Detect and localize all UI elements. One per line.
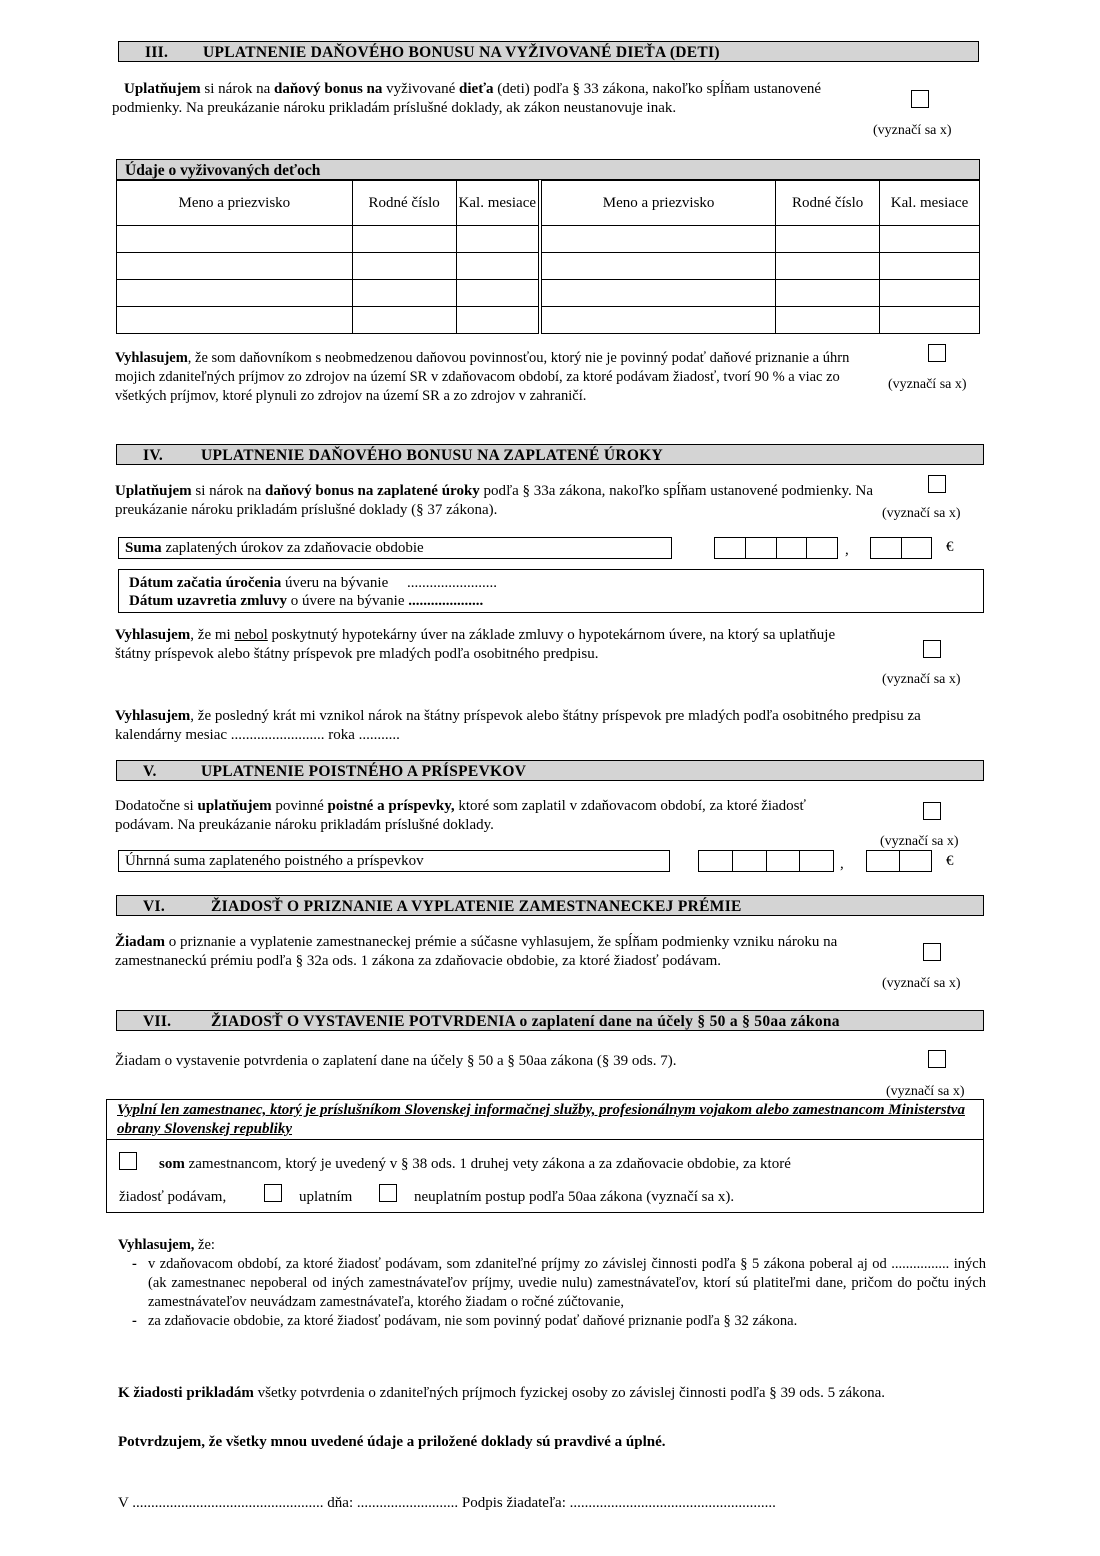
children-table-title: Údaje o vyživovaných deťoch <box>116 159 980 180</box>
section-4-mortgage-note: (vyznačí sa x) <box>882 672 961 687</box>
table-row <box>117 307 980 334</box>
interest-sum-comma: , <box>845 542 849 558</box>
section-7-checkbox-note: (vyznačí sa x) <box>886 1084 965 1099</box>
attachments-statement: K žiadosti prikladám všetky potvrdenia o zdaniteľných príjmoch fyzickej osoby zo závislej činnosti podľa § 39 ods. 5 zákona. <box>118 1385 886 1401</box>
section-5-checkbox-note: (vyznačí sa x) <box>880 834 959 849</box>
children-table <box>116 180 980 334</box>
col-rc-2: Rodné číslo <box>776 181 880 226</box>
section-5-number: V. <box>143 763 157 780</box>
section-3-declaration: Vyhlasujem, že som daňovníkom s neobmedzenou daňovou povinnosťou, ktorý nie je povinný podať daňové priznanie a úhrn mojich zdaniteľných príjmov zo zdrojov na území SR v zdaňovacom období, za ktoré podávam žiadosť, tvorí 90 % a viac zo všetkých príjmov, ktoré plynuli zo zdrojov na území SR a zo zdrojov v zahraničí. <box>115 350 850 404</box>
loan-dates-box <box>118 569 984 613</box>
col-months-1: Kal. mesiace <box>456 181 540 226</box>
section-5-title: UPLATNENIE POISTNÉHO A PRÍSPEVKOV <box>201 763 527 780</box>
section-7-title: ŽIADOSŤ O VYSTAVENIE POTVRDENIA o zaplatení dane na účely § 50 a § 50aa zákona <box>211 1013 840 1030</box>
section-4-mortgage-declaration: Vyhlasujem, že mi nebol poskytnutý hypotekárny úver na základe zmluvy o hypotekárnom úvere, na ktorý sa uplatňuje štátny príspevok alebo štátny príspevok pre mladých podľa osobitného predpisu. <box>115 627 836 662</box>
section-7-header <box>116 1010 984 1031</box>
not-apply-50aa-label: neuplatním postup podľa 50aa zákona (vyznačí sa x). <box>414 1189 735 1205</box>
not-apply-50aa-checkbox[interactable] <box>379 1184 397 1202</box>
section-4-checkbox-note: (vyznačí sa x) <box>882 506 961 521</box>
insurance-sum-euro: € <box>946 853 954 869</box>
section-6-checkbox-note: (vyznačí sa x) <box>882 976 961 991</box>
section-6-title: ŽIADOSŤ O PRIZNANIE A VYPLATENIE ZAMESTNANECKEJ PRÉMIE <box>211 898 742 915</box>
declaration-item-1: - v zdaňovacom období, za ktoré žiadosť podávam, som zdaniteľné príjmy zo závislej činnosti podľa § 5 zákona poberal aj od ................ iných (ak zamestnanec nepoberal od iných zamestnávateľov príjmy, uvedie nulu) zamestnávateľov, ktorí sú platiteľmi dane, pričom do počtu iných zamestnávateľov neuvádzam zamestnávateľa, ktorého žiadam o ročné zúčtovanie, <box>118 1255 986 1312</box>
section-5-header <box>116 760 984 781</box>
interest-sum-label-box: Suma zaplatených úrokov za zdaňovacie obdobie <box>118 537 672 559</box>
final-declaration: Vyhlasujem, že: - v zdaňovacom období, za ktoré žiadosť podávam, som zdaniteľné príjmy zo závislej činnosti podľa § 5 zákona poberal aj od ................ iných (ak zamestnanec nepoberal od iných zamestnávateľov príjmy, uvedie nulu) zamestnávateľov, ktorí sú platiteľmi dane, pričom do počtu iných zamestnávateľov neuvádzam zamestnávateľa, ktorého žiadam o ročné zúčtovanie, - za zdaňovacie obdobie, za ktoré žiadosť podávam, nie som povinný podať daňové priznanie podľa § 32 zákona. <box>118 1236 986 1331</box>
sis-note: Vyplní len zamestnanec, ktorý je príslušníkom Slovenskej informačnej služby, profesionálnym vojakom alebo zamestnancom Ministerstva obrany Slovenskej republiky <box>107 1100 983 1140</box>
section-6-checkbox[interactable] <box>923 943 941 961</box>
section-3-claim-checkbox[interactable] <box>911 90 929 108</box>
col-months-2: Kal. mesiace <box>880 181 980 226</box>
section-6-header <box>116 895 984 916</box>
section-7-checkbox[interactable] <box>928 1050 946 1068</box>
table-row <box>117 226 980 253</box>
insurance-sum-comma: , <box>840 856 844 872</box>
interest-sum-cents-input[interactable] <box>870 537 932 559</box>
apply-50aa-label: uplatním <box>299 1189 353 1205</box>
section-3-declaration-checkbox[interactable] <box>928 344 946 362</box>
sis-employee-box <box>106 1099 984 1213</box>
section-3-checkbox-note: (vyznačí sa x) <box>873 123 952 138</box>
section-7-number: VII. <box>143 1013 172 1030</box>
insurance-sum-label-box: Úhrnná suma zaplateného poistného a príspevkov <box>118 850 670 872</box>
interest-sum-euros-input[interactable] <box>714 537 838 559</box>
apply-50aa-checkbox[interactable] <box>264 1184 282 1202</box>
declaration-item-2: - za zdaňovacie obdobie, za ktoré žiadosť podávam, nie som povinný podať daňové priznanie podľa § 32 zákona. <box>118 1312 986 1331</box>
sis-employee-line1: som zamestnancom, ktorý je uvedený v § 38 ods. 1 druhej vety zákona a za zdaňovacie obdobie, za ktoré <box>159 1156 791 1172</box>
confirmation-statement: Potvrdzujem, že všetky mnou uvedené údaje a priložené doklady sú pravdivé a úplné. <box>118 1434 666 1450</box>
signature-line[interactable]: V ................................................... dňa: ........................... Podpis žiadateľa: ....................................................... <box>118 1495 776 1511</box>
section-3-decl-checkbox-note: (vyznačí sa x) <box>888 377 967 392</box>
loan-contract-date[interactable]: Dátum uzavretia zmluvy o úvere na bývanie .................... <box>129 593 484 609</box>
section-6-number: VI. <box>143 898 166 915</box>
section-4-mortgage-checkbox[interactable] <box>923 640 941 658</box>
interest-sum-euro: € <box>946 539 954 555</box>
section-3-title: UPLATNENIE DAŇOVÉHO BONUSU NA VYŽIVOVANÉ DIEŤA (DETI) <box>203 44 720 61</box>
col-name-2: Meno a priezvisko <box>540 181 776 226</box>
table-row <box>117 253 980 280</box>
section-4-contribution-declaration: Vyhlasujem, že posledný krát mi vznikol nárok na štátny príspevok alebo štátny príspevok pre mladých podľa osobitného predpisu za kalendárny mesiac ......................... roka ........... <box>115 708 921 743</box>
section-3-claim: Uplatňujem si nárok na daňový bonus na vyživované dieťa (deti) podľa § 33 zákona, nakoľko spĺňam ustanovené podmienky. Na preukázanie nároku prikladám príslušné doklady, ak zákon neustanovuje inak. <box>112 81 822 116</box>
sis-employee-checkbox[interactable] <box>119 1152 137 1170</box>
section-3-header <box>118 41 979 62</box>
section-7-request: Žiadam o vystavenie potvrdenia o zaplatení dane na účely § 50 a § 50aa zákona (§ 39 ods. 7). <box>115 1053 677 1069</box>
section-4-claim: Uplatňujem si nárok na daňový bonus na zaplatené úroky podľa § 33a zákona, nakoľko spĺňam ustanovené podmienky. Na preukázanie nároku prikladám príslušné doklady (§ 37 zákona). <box>115 483 873 518</box>
col-rc-1: Rodné číslo <box>352 181 456 226</box>
section-5-claim: Dodatočne si uplatňujem povinné poistné a príspevky, ktoré som zaplatil v zdaňovacom období, za ktoré žiadosť podávam. Na preukázanie nároku prikladám príslušné doklady. <box>115 798 806 833</box>
section-4-number: IV. <box>143 447 164 464</box>
insurance-sum-euros-input[interactable] <box>698 850 834 872</box>
loan-start-date[interactable]: Dátum začatia úročenia úveru na bývanie ........................ <box>129 575 497 591</box>
section-4-claim-checkbox[interactable] <box>928 475 946 493</box>
table-row <box>117 280 980 307</box>
section-6-request: Žiadam o priznanie a vyplatenie zamestnaneckej prémie a súčasne vyhlasujem, že spĺňam podmienky vzniku nároku na zamestnaneckú prémiu podľa § 32a ods. 1 zákona za zdaňovacie obdobie, za ktoré žiadosť podávam. <box>115 934 838 969</box>
section-5-checkbox[interactable] <box>923 802 941 820</box>
section-4-header <box>116 444 984 465</box>
insurance-sum-cents-input[interactable] <box>866 850 932 872</box>
sis-employee-line2: žiadosť podávam, <box>119 1189 227 1205</box>
section-3-number: III. <box>145 44 169 61</box>
section-4-title: UPLATNENIE DAŇOVÉHO BONUSU NA ZAPLATENÉ ÚROKY <box>201 447 664 464</box>
col-name-1: Meno a priezvisko <box>117 181 353 226</box>
